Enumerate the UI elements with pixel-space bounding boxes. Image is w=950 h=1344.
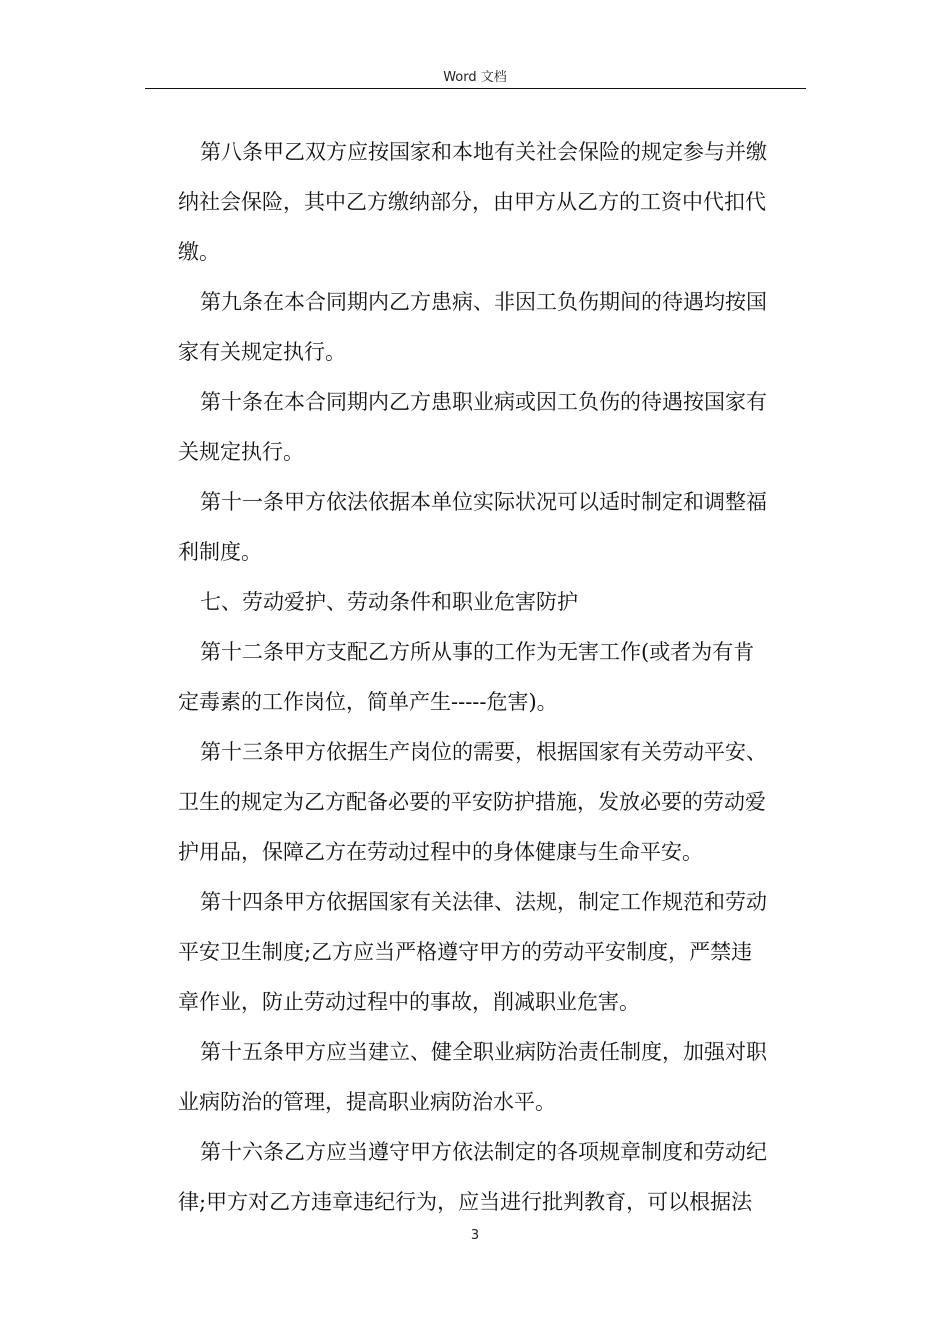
text-line: 第十三条甲方依据生产岗位的需要，根据国家有关劳动平安、 [200,740,767,764]
text-line: 第八条甲乙双方应按国家和本地有关社会保险的规定参与并缴 [200,140,767,164]
text-line: 卫生的规定为乙方配备必要的平安防护措施，发放必要的劳动爱 [178,790,766,814]
text-line: 第十六条乙方应当遵守甲方依法制定的各项规章制度和劳动纪 [200,1140,767,1164]
page-header: Word 文档 [443,70,507,85]
text-line: 护用品，保障乙方在劳动过程中的身体健康与生命平安。 [178,840,703,864]
text-line: 业病防治的管理，提高职业病防治水平。 [178,1090,556,1114]
text-line: 第九条在本合同期内乙方患病、非因工负伤期间的待遇均按国 [200,290,767,314]
text-line: 平安卫生制度;乙方应当严格遵守甲方的劳动平安制度，严禁违 [178,940,753,964]
text-line: 家有关规定执行。 [178,340,346,364]
document-body [178,130,818,1230]
text-line: 第十二条甲方支配乙方所从事的工作为无害工作(或者为有肯 [200,640,755,664]
text-line: 第十五条甲方应当建立、健全职业病防治责任制度，加强对职 [200,1040,767,1064]
text-line: 缴。 [178,240,220,264]
page-number: 3 [470,1228,480,1243]
text-line: 利制度。 [178,540,262,564]
text-line: 第十四条甲方依据国家有关法律、法规，制定工作规范和劳动 [200,890,767,914]
text-line: 七、劳动爱护、劳动条件和职业危害防护 [200,590,578,614]
text-line: 第十一条甲方依法依据本单位实际状况可以适时制定和调整福 [200,490,767,514]
text-line: 章作业，防止劳动过程中的事故，削减职业危害。 [178,990,640,1014]
text-line: 律;甲方对乙方违章违纪行为，应当进行批判教育，可以根据法 [178,1190,753,1214]
text-line: 定毒素的工作岗位，简单产生-----危害)。 [178,690,558,714]
header-divider [145,88,806,89]
text-line: 纳社会保险，其中乙方缴纳部分，由甲方从乙方的工资中代扣代 [178,190,766,214]
text-line: 第十条在本合同期内乙方患职业病或因工负伤的待遇按国家有 [200,390,767,414]
text-line: 关规定执行。 [178,440,304,464]
